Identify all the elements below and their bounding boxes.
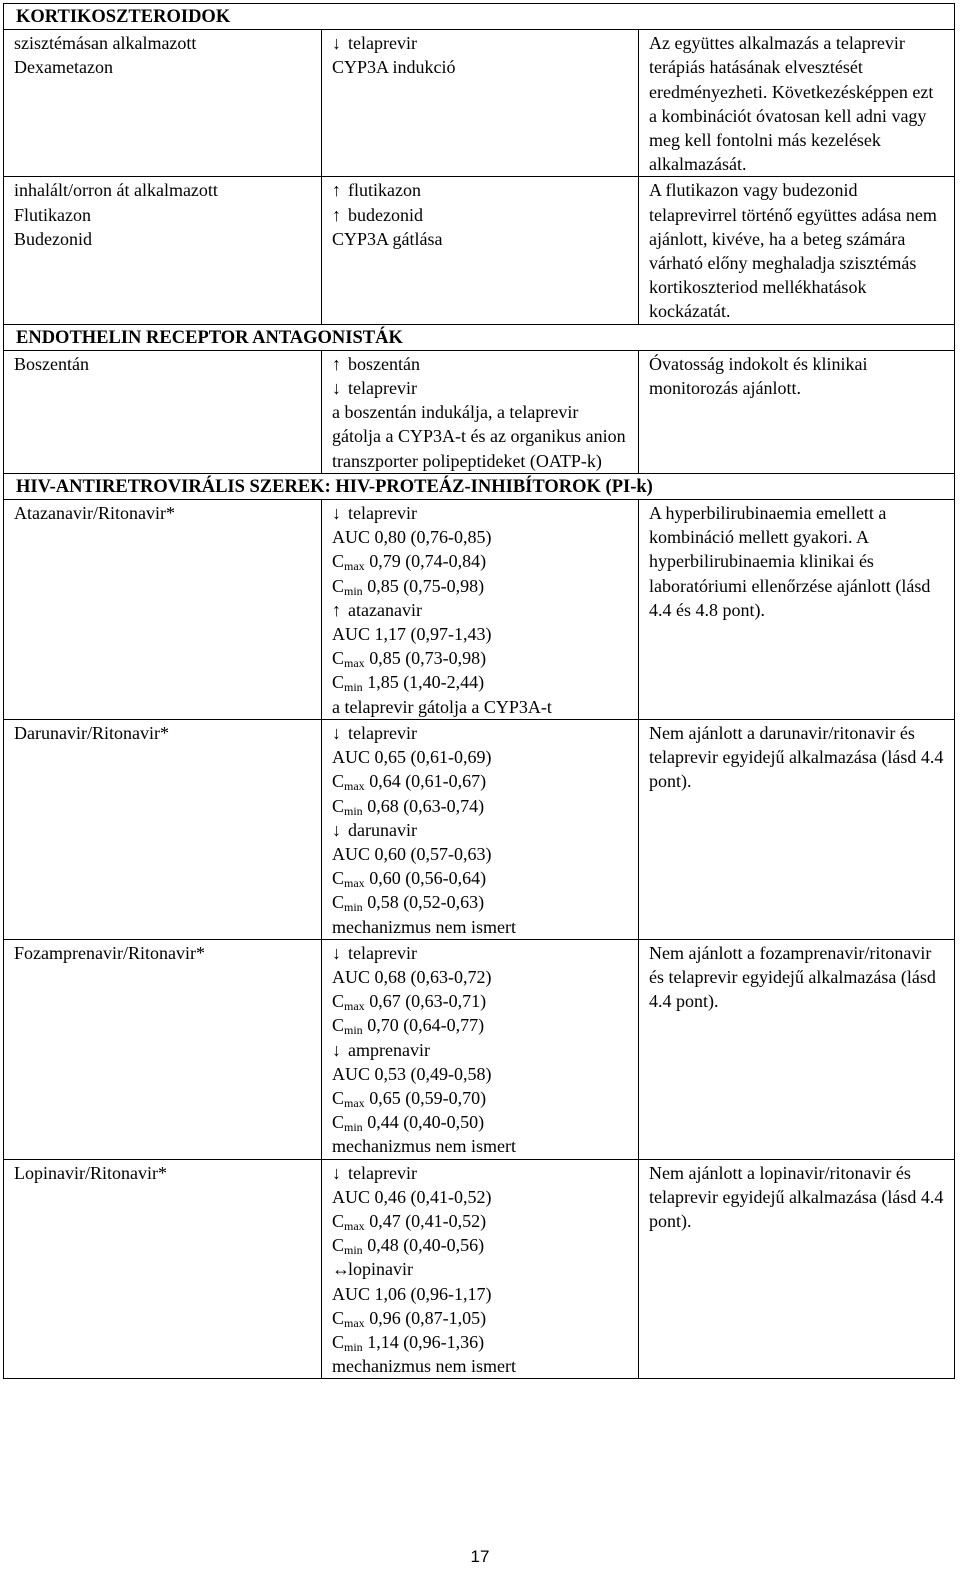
table-row	[4, 719, 955, 939]
drug-name: Darunavir/Ritonavir*	[14, 722, 169, 743]
effect-text: 0,70 (0,64-0,77)	[367, 1015, 485, 1036]
effect-text: flutikazon	[348, 180, 421, 201]
c-subscript: min	[344, 1023, 363, 1038]
recommendation-cell: A flutikazon vagy budezonid telaprevirrel történő együttes adása nem ajánlott, kivéve, ha a beteg számára várható előny meghaladja szisztémás kortikoszteriod mellékhatások kockázatát.	[639, 177, 955, 324]
c-subscript: min	[344, 583, 363, 598]
effect-line	[332, 525, 628, 549]
effect-text: atazanavir	[348, 599, 422, 620]
effect-text: boszentán	[348, 353, 420, 374]
effect-line	[332, 721, 628, 745]
effect-line	[332, 1161, 628, 1185]
effect-cell	[322, 719, 639, 939]
effect-line: $C_{min}$ 0,85 (0,75-0,98)	[332, 575, 485, 598]
effect-line	[332, 227, 628, 251]
c-subscript: min	[344, 900, 363, 915]
effect-line	[332, 1257, 628, 1281]
interaction-table-body	[4, 4, 955, 1379]
effect-text: telaprevir	[348, 1162, 417, 1183]
direction-arrow-icon: ↔	[332, 1259, 350, 1280]
effect-text: AUC 0,53 (0,49-0,58)	[332, 1063, 492, 1084]
table-row	[4, 30, 955, 177]
effect-text: 0,44 (0,40-0,50)	[367, 1112, 485, 1133]
c-subscript: max	[344, 876, 365, 891]
effect-text: 0,79 (0,74-0,84)	[369, 551, 487, 572]
drug-name: inhalált/orron át alkalmazott	[14, 180, 218, 201]
effect-cell	[322, 30, 639, 177]
effect-line	[332, 203, 628, 227]
recommendation-cell: Óvatosság indokolt és klinikai monitorozás ajánlott.	[639, 350, 955, 473]
document-page	[3, 3, 954, 1379]
drug-name: Boszentán	[14, 353, 89, 374]
effect-text: AUC 0,68 (0,63-0,72)	[332, 966, 492, 987]
drug-cell	[4, 350, 322, 473]
c-subscript: max	[344, 1218, 365, 1233]
effect-line: $C_{min}$ 0,68 (0,63-0,74)	[332, 795, 485, 818]
direction-arrow-icon: ↓	[332, 1162, 341, 1183]
section-title: KORTIKOSZTEROIDOK	[4, 4, 955, 30]
effect-line: $C_{min}$ 0,48 (0,40-0,56)	[332, 1235, 485, 1258]
effect-text: mechanizmus nem ismert	[332, 1136, 516, 1157]
c-subscript: max	[344, 779, 365, 794]
table-row	[4, 350, 955, 473]
direction-arrow-icon: ↓	[332, 33, 341, 54]
effect-text: telaprevir	[348, 942, 417, 963]
effect-line: $C_{max}$ 0,79 (0,74-0,84)	[332, 551, 487, 574]
drug-cell	[4, 1159, 322, 1379]
drug-cell	[4, 719, 322, 939]
effect-text: 0,85 (0,75-0,98)	[367, 575, 485, 596]
effect-line	[332, 965, 628, 989]
recommendation-cell: Nem ajánlott a fozamprenavir/ritonavir és telaprevir egyidejű alkalmazása (lásd 4.4 pont).	[639, 939, 955, 1159]
section-header-row	[4, 473, 955, 499]
direction-arrow-icon: ↑	[332, 599, 341, 620]
effect-text: AUC 0,46 (0,41-0,52)	[332, 1186, 492, 1207]
effect-line	[332, 178, 628, 202]
interaction-table	[3, 3, 955, 1379]
effect-line: $C_{max}$ 0,96 (0,87-1,05)	[332, 1307, 487, 1330]
effect-line	[332, 1282, 628, 1306]
effect-line	[332, 622, 628, 646]
effect-text: 0,96 (0,87-1,05)	[369, 1307, 487, 1328]
effect-text: 0,47 (0,41-0,52)	[369, 1210, 487, 1231]
effect-line	[332, 842, 628, 866]
effect-line: $C_{max}$ 0,65 (0,59-0,70)	[332, 1087, 487, 1110]
effect-line	[332, 745, 628, 769]
direction-arrow-icon: ↓	[332, 722, 341, 743]
drug-cell	[4, 500, 322, 720]
recommendation-cell: Nem ajánlott a darunavir/ritonavir és telaprevir egyidejű alkalmazása (lásd 4.4 pont).	[639, 719, 955, 939]
effect-line	[332, 352, 628, 376]
effect-cell	[322, 350, 639, 473]
direction-arrow-icon: ↑	[332, 204, 341, 225]
effect-line: $C_{min}$ 0,58 (0,52-0,63)	[332, 892, 485, 915]
effect-line: $C_{max}$ 0,47 (0,41-0,52)	[332, 1210, 487, 1233]
effect-text: 0,65 (0,59-0,70)	[369, 1087, 487, 1108]
drug-name: Atazanavir/Ritonavir*	[14, 503, 175, 524]
drug-cell	[4, 177, 322, 324]
effect-text: telaprevir	[348, 33, 417, 54]
effect-line	[332, 1134, 628, 1158]
effect-cell	[322, 177, 639, 324]
effect-cell	[322, 939, 639, 1159]
effect-line: $C_{max}$ 0,67 (0,63-0,71)	[332, 991, 487, 1014]
c-subscript: max	[344, 999, 365, 1014]
effect-text: 1,85 (1,40-2,44)	[367, 672, 485, 693]
effect-line	[332, 1038, 628, 1062]
table-row	[4, 177, 955, 324]
effect-text: CYP3A gátlása	[332, 228, 443, 249]
drug-name: Fozamprenavir/Ritonavir*	[14, 942, 205, 963]
effect-text: telaprevir	[348, 503, 417, 524]
drug-cell	[4, 939, 322, 1159]
effect-line	[332, 915, 628, 939]
direction-arrow-icon: ↓	[332, 503, 341, 524]
effect-line: $C_{min}$ 1,14 (0,96-1,36)	[332, 1331, 485, 1354]
effect-text: 0,58 (0,52-0,63)	[367, 892, 485, 913]
effect-line	[332, 818, 628, 842]
effect-line	[332, 941, 628, 965]
section-header-row	[4, 324, 955, 350]
recommendation-cell: A hyperbilirubinaemia emellett a kombináció mellett gyakori. A hyperbilirubinaemia klinikai és laboratóriumi ellenőrzése ajánlott (lásd 4.4 és 4.8 pont).	[639, 500, 955, 720]
drug-name: Lopinavir/Ritonavir*	[14, 1162, 167, 1183]
effect-text: telaprevir	[348, 722, 417, 743]
direction-arrow-icon: ↑	[332, 353, 341, 374]
effect-text: AUC 1,06 (0,96-1,17)	[332, 1283, 492, 1304]
direction-arrow-icon: ↓	[332, 942, 341, 963]
c-subscript: min	[344, 1120, 363, 1135]
c-subscript: max	[344, 1095, 365, 1110]
effect-text: budezonid	[348, 204, 423, 225]
effect-text: amprenavir	[348, 1039, 430, 1060]
c-subscript: max	[344, 1315, 365, 1330]
effect-text: 1,14 (0,96-1,36)	[367, 1331, 485, 1352]
table-row	[4, 1159, 955, 1379]
effect-text: 0,60 (0,56-0,64)	[369, 868, 487, 889]
effect-text: a boszentán indukálja, a telaprevir gátolja a CYP3A-t és az organikus anion transzporter polipeptideket (OATP-k)	[332, 402, 626, 471]
drug-name: szisztémásan alkalmazott	[14, 33, 197, 54]
effect-text: 0,48 (0,40-0,56)	[367, 1235, 485, 1256]
effect-line	[332, 1354, 628, 1378]
effect-line	[332, 501, 628, 525]
table-row	[4, 939, 955, 1159]
page-number: 17	[470, 1547, 490, 1566]
effect-text: 0,67 (0,63-0,71)	[369, 991, 487, 1012]
c-subscript: min	[344, 1243, 363, 1258]
effect-line	[332, 1062, 628, 1086]
effect-line: $C_{min}$ 0,70 (0,64-0,77)	[332, 1015, 485, 1038]
direction-arrow-icon: ↑	[332, 180, 341, 201]
effect-text: 0,68 (0,63-0,74)	[367, 795, 485, 816]
direction-arrow-icon: ↓	[332, 1039, 341, 1060]
recommendation-cell: Az együttes alkalmazás a telaprevir terápiás hatásának elvesztését eredményezheti. Következésképpen ezt a kombinációt óvatosan kell adni vagy meg kell fontolni más kezelések alkalmazását.	[639, 30, 955, 177]
effect-cell	[322, 500, 639, 720]
drug-name: Budezonid	[14, 228, 92, 249]
effect-text: darunavir	[348, 819, 417, 840]
section-title: HIV-ANTIRETROVIRÁLIS SZEREK: HIV-PROTEÁZ-INHIBÍTOROK (PI-k)	[4, 473, 955, 499]
effect-text: mechanizmus nem ismert	[332, 1356, 516, 1377]
c-subscript: min	[344, 680, 363, 695]
effect-text: AUC 0,60 (0,57-0,63)	[332, 843, 492, 864]
effect-text: a telaprevir gátolja a CYP3A-t	[332, 696, 552, 717]
section-title: ENDOTHELIN RECEPTOR ANTAGONISTÁK	[4, 324, 955, 350]
drug-cell	[4, 30, 322, 177]
c-subscript: min	[344, 803, 363, 818]
c-subscript: max	[344, 656, 365, 671]
recommendation-cell: Nem ajánlott a lopinavir/ritonavir és telaprevir egyidejű alkalmazása (lásd 4.4 pont).	[639, 1159, 955, 1379]
effect-text: mechanizmus nem ismert	[332, 916, 516, 937]
direction-arrow-icon: ↓	[332, 378, 341, 399]
table-row	[4, 500, 955, 720]
c-subscript: max	[344, 559, 365, 574]
direction-arrow-icon: ↓	[332, 819, 341, 840]
effect-text: telaprevir	[348, 378, 417, 399]
effect-text: lopinavir	[348, 1259, 413, 1280]
effect-line: $C_{max}$ 0,85 (0,73-0,98)	[332, 648, 487, 671]
effect-cell	[322, 1159, 639, 1379]
effect-line: $C_{min}$ 1,85 (1,40-2,44)	[332, 672, 485, 695]
effect-line	[332, 31, 628, 55]
effect-text: AUC 0,65 (0,61-0,69)	[332, 747, 492, 768]
drug-name: Flutikazon	[14, 204, 91, 225]
effect-text: CYP3A indukció	[332, 57, 456, 78]
effect-text: AUC 0,80 (0,76-0,85)	[332, 527, 492, 548]
section-header-row	[4, 4, 955, 30]
effect-line	[332, 55, 628, 79]
effect-text: 0,64 (0,61-0,67)	[369, 771, 487, 792]
drug-name: Dexametazon	[14, 57, 113, 78]
effect-line	[332, 376, 628, 400]
c-subscript: min	[344, 1339, 363, 1354]
effect-line	[332, 400, 628, 473]
effect-line: $C_{max}$ 0,64 (0,61-0,67)	[332, 771, 487, 794]
effect-line	[332, 1185, 628, 1209]
effect-line	[332, 598, 628, 622]
effect-text: AUC 1,17 (0,97-1,43)	[332, 624, 492, 645]
effect-line	[332, 695, 628, 719]
effect-text: 0,85 (0,73-0,98)	[369, 648, 487, 669]
effect-line: $C_{min}$ 0,44 (0,40-0,50)	[332, 1112, 485, 1135]
effect-line: $C_{max}$ 0,60 (0,56-0,64)	[332, 868, 487, 891]
